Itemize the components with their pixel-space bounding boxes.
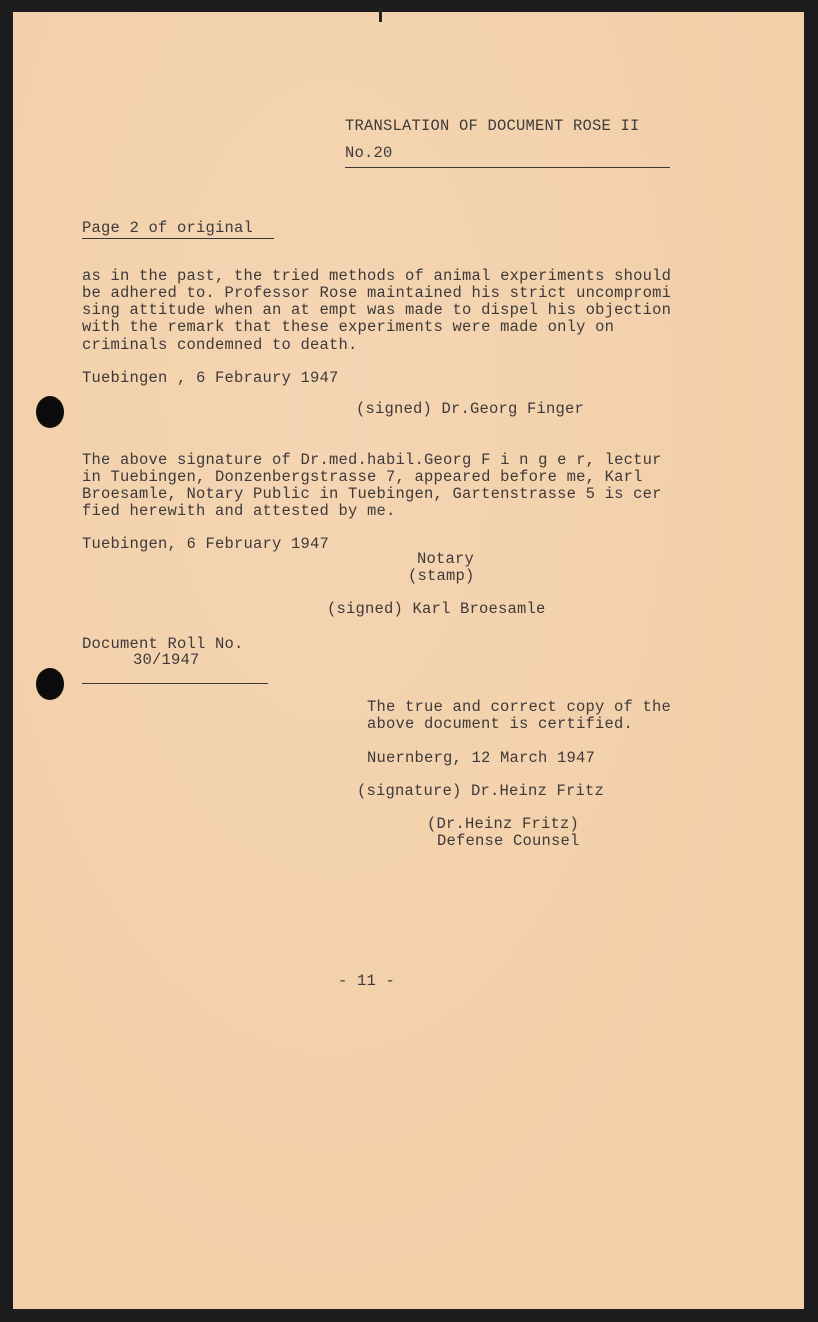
body-line: criminals condemned to death.	[82, 336, 358, 354]
attestation-line: fied herewith and attested by me.	[82, 502, 396, 520]
punch-hole-bottom	[36, 668, 64, 700]
notary-label: Notary	[417, 550, 475, 568]
top-edge-mark	[379, 6, 382, 22]
counsel-title: Defense Counsel	[437, 832, 580, 850]
title-underline	[345, 167, 670, 168]
roll-underline	[82, 683, 268, 684]
body-line: as in the past, the tried methods of animal experiments should	[82, 267, 672, 285]
body-line: sing attitude when an at empt was made to dispel his objection	[82, 301, 672, 319]
body-line: with the remark that these experiments were made only on	[82, 318, 615, 336]
document-page	[13, 12, 804, 1309]
stamp-label: (stamp)	[408, 567, 475, 585]
signed-georg-finger: (signed) Dr.Georg Finger	[356, 400, 585, 418]
page-reference: Page 2 of original	[82, 219, 254, 237]
punch-hole-top	[36, 396, 64, 428]
certification-line: The true and correct copy of the	[367, 698, 672, 716]
signature-heinz-fritz: (signature) Dr.Heinz Fritz	[357, 782, 605, 800]
document-number: No.20	[345, 144, 393, 162]
attestation-line: Broesamle, Notary Public in Tuebingen, Gartenstrasse 5 is cer	[82, 485, 662, 503]
page-reference-underline	[82, 238, 274, 239]
document-title: TRANSLATION OF DOCUMENT ROSE II	[345, 117, 640, 135]
page-number: - 11 -	[338, 972, 396, 990]
certification-line: above document is certified.	[367, 715, 634, 733]
attestation-line: The above signature of Dr.med.habil.Georg F i n g e r, lectur	[82, 451, 662, 469]
body-line: be adhered to. Professor Rose maintained his strict uncompromi	[82, 284, 672, 302]
document-roll-label: Document Roll No.	[82, 635, 244, 653]
dateline-tuebingen-1: Tuebingen , 6 Febraury 1947	[82, 369, 339, 387]
attestation-line: in Tuebingen, Donzenbergstrasse 7, appeared before me, Karl	[82, 468, 643, 486]
dateline-nuernberg: Nuernberg, 12 March 1947	[367, 749, 596, 767]
counsel-name: (Dr.Heinz Fritz)	[427, 815, 580, 833]
dateline-tuebingen-2: Tuebingen, 6 February 1947	[82, 535, 330, 553]
signed-karl-broesamle: (signed) Karl Broesamle	[327, 600, 546, 618]
document-roll-number: 30/1947	[133, 651, 200, 669]
